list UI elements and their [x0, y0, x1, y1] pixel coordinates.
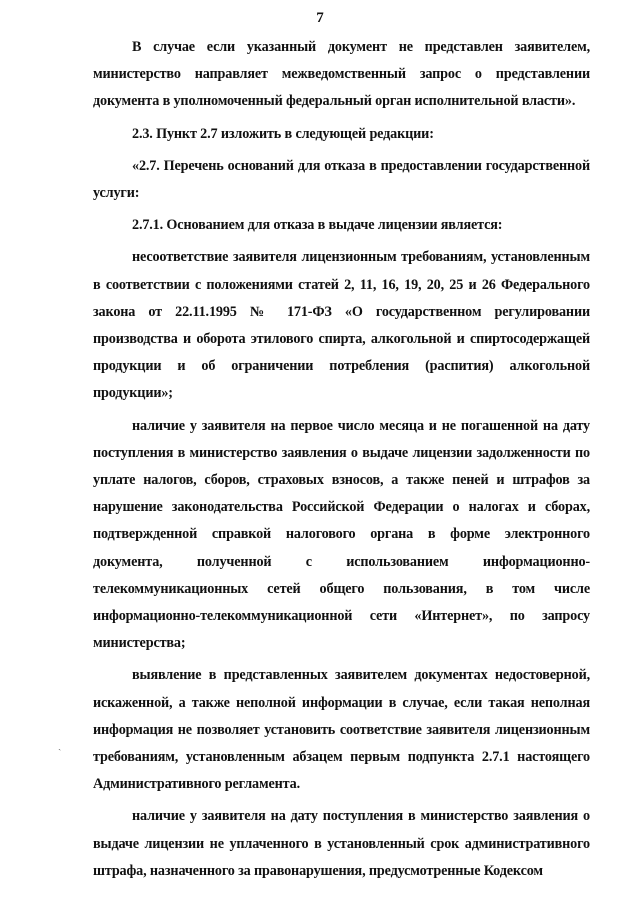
paragraph-tax-debt: наличие у заявителя на первое число месяца и не погашенной на дату поступления в министерство заявления о выдаче лицензии задолженности по уплате налогов, сборов, страховых взносов, а также пеней и штрафов за нарушение законодательства Российской Федерации о налогах и сборах, подтвержденной справкой налогового органа в форме электронного документа, полученной с использованием информационно-телекоммуникационных сетей общего пользования, в том числе информационно-телекоммуникационной сети «Интернет», по запросу министерства;: [93, 417, 590, 652]
paragraph-clause-2-7-heading: «2.7. Перечень оснований для отказа в предоставлении государственной услуги:: [93, 157, 590, 202]
paragraph-document-not-submitted: В случае если указанный документ не представлен заявителем, министерство направляет межведомственный запрос о представлении документа в уполномоченный федеральный орган исполнительной власти».: [93, 39, 590, 110]
page-number: 7: [316, 10, 324, 26]
document-body: [93, 34, 590, 890]
paragraph-unpaid-fine: наличие у заявителя на дату поступления в министерство заявления о выдаче лицензии не уплаченного в установленный срок административного штрафа, назначенного за правонарушения, предусмотренные Кодексом: [93, 808, 590, 879]
paragraph-inaccurate-information: выявление в представленных заявителем документах недостоверной, искаженной, а также неполной информации в случае, если такая неполная информация не позволяет установить соответствие заявителя лицензионным требованиям, установленным абзацем первым подпункта 2.7.1 настоящего Административного регламента.: [93, 667, 590, 793]
paragraph-clause-2-3: 2.3. Пункт 2.7 изложить в следующей редакции:: [132, 125, 434, 142]
paragraph-clause-2-7-1: 2.7.1. Основанием для отказа в выдаче лицензии является:: [132, 217, 503, 234]
scan-speck: ˏ: [58, 740, 62, 751]
paragraph-license-requirements-mismatch: несоответствие заявителя лицензионным требованиям, установленным в соответствии с положениями статей 2, 11, 16, 19, 20, 25 и 26 Федерального закона от 22.11.1995 № 171-ФЗ «О государственном регулировании производства и оборота этилового спирта, алкогольной и спиртосодержащей продукции и об ограничении потребления (распития) алкогольной продукции»;: [93, 249, 590, 402]
